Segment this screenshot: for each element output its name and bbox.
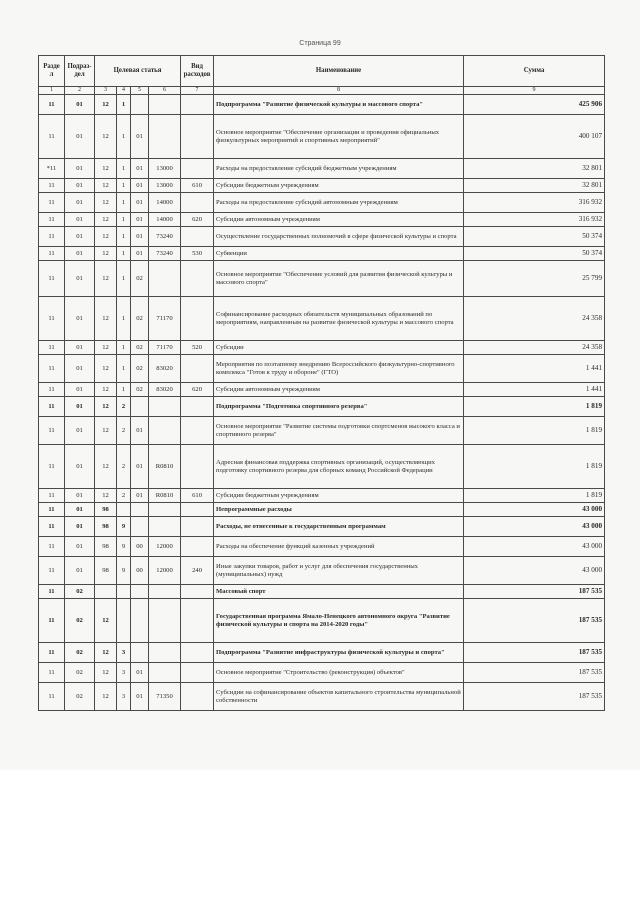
podrazdel-cell: 01 bbox=[65, 397, 95, 417]
subprogram-cell: 3 bbox=[117, 643, 131, 663]
sum-cell: 24 358 bbox=[464, 297, 605, 341]
expense-type-cell bbox=[181, 417, 214, 445]
expense-type-cell bbox=[181, 599, 214, 643]
direction-cell: 14000 bbox=[149, 193, 181, 213]
table-row bbox=[39, 247, 605, 261]
col-number: 4 bbox=[117, 87, 131, 95]
podrazdel-cell: 01 bbox=[65, 261, 95, 297]
razdel-cell: 11 bbox=[39, 489, 65, 503]
header-razdel: Разде л bbox=[39, 56, 65, 87]
expense-type-cell bbox=[181, 643, 214, 663]
direction-cell bbox=[149, 95, 181, 115]
program-cell: 12 bbox=[95, 115, 117, 159]
column-number-row bbox=[39, 87, 605, 95]
direction-cell bbox=[149, 599, 181, 643]
table-row bbox=[39, 261, 605, 297]
direction-cell: 13000 bbox=[149, 159, 181, 179]
col-number: 3 bbox=[95, 87, 117, 95]
name-cell: Основное мероприятие "Обеспечение организации и проведения официальных физкультурных мероприятий и спортивных мероприятий" bbox=[214, 115, 464, 159]
expense-type-cell bbox=[181, 193, 214, 213]
subprogram-cell: 9 bbox=[117, 557, 131, 585]
podrazdel-cell: 01 bbox=[65, 193, 95, 213]
col-number: 6 bbox=[149, 87, 181, 95]
podrazdel-cell: 01 bbox=[65, 95, 95, 115]
name-cell: Софинансирование расходных обязательств муниципальных образований по мероприятиям, направленным на развитие физической культуры и массового спорта bbox=[214, 297, 464, 341]
expense-type-cell bbox=[181, 261, 214, 297]
program-cell: 12 bbox=[95, 247, 117, 261]
event-cell: 01 bbox=[131, 247, 149, 261]
sum-cell: 1 819 bbox=[464, 489, 605, 503]
program-cell bbox=[95, 585, 117, 599]
event-cell: 01 bbox=[131, 663, 149, 683]
name-cell: Субсидии бюджетным учреждениям bbox=[214, 489, 464, 503]
expense-type-cell bbox=[181, 95, 214, 115]
header-row bbox=[39, 56, 605, 87]
table-row bbox=[39, 557, 605, 585]
table-row bbox=[39, 227, 605, 247]
razdel-cell: 11 bbox=[39, 355, 65, 383]
program-cell: 12 bbox=[95, 179, 117, 193]
table-row bbox=[39, 445, 605, 489]
direction-cell bbox=[149, 517, 181, 537]
direction-cell: 12000 bbox=[149, 537, 181, 557]
event-cell: 01 bbox=[131, 489, 149, 503]
name-cell: Субвенции bbox=[214, 247, 464, 261]
podrazdel-cell: 01 bbox=[65, 537, 95, 557]
podrazdel-cell: 01 bbox=[65, 179, 95, 193]
podrazdel-cell: 01 bbox=[65, 355, 95, 383]
podrazdel-cell: 01 bbox=[65, 383, 95, 397]
subprogram-cell: 1 bbox=[117, 383, 131, 397]
podrazdel-cell: 01 bbox=[65, 213, 95, 227]
razdel-cell: 11 bbox=[39, 517, 65, 537]
expense-type-cell: 530 bbox=[181, 247, 214, 261]
razdel-cell: 11 bbox=[39, 585, 65, 599]
subprogram-cell bbox=[117, 585, 131, 599]
expense-type-cell bbox=[181, 115, 214, 159]
subprogram-cell: 1 bbox=[117, 247, 131, 261]
direction-cell: 13000 bbox=[149, 179, 181, 193]
podrazdel-cell: 01 bbox=[65, 517, 95, 537]
program-cell: 12 bbox=[95, 397, 117, 417]
expense-type-cell bbox=[181, 159, 214, 179]
program-cell: 12 bbox=[95, 95, 117, 115]
subprogram-cell: 1 bbox=[117, 159, 131, 179]
name-cell: Основное мероприятие "Обеспечение условий для развития физической культуры и массового спорта" bbox=[214, 261, 464, 297]
subprogram-cell: 1 bbox=[117, 179, 131, 193]
table-row bbox=[39, 179, 605, 193]
expense-type-cell bbox=[181, 297, 214, 341]
name-cell: Основное мероприятие "Строительство (реконструкция) объектов" bbox=[214, 663, 464, 683]
razdel-cell: 11 bbox=[39, 599, 65, 643]
header-summa: Сумма bbox=[464, 56, 605, 87]
program-cell: 12 bbox=[95, 355, 117, 383]
table-row bbox=[39, 213, 605, 227]
subprogram-cell bbox=[117, 503, 131, 517]
name-cell: Субсидии bbox=[214, 341, 464, 355]
subprogram-cell: 1 bbox=[117, 227, 131, 247]
expense-type-cell: 520 bbox=[181, 341, 214, 355]
podrazdel-cell: 01 bbox=[65, 417, 95, 445]
razdel-cell: 11 bbox=[39, 115, 65, 159]
direction-cell: 83020 bbox=[149, 355, 181, 383]
program-cell: 98 bbox=[95, 557, 117, 585]
event-cell: 01 bbox=[131, 159, 149, 179]
sum-cell: 187 535 bbox=[464, 683, 605, 711]
program-cell: 98 bbox=[95, 503, 117, 517]
program-cell: 12 bbox=[95, 261, 117, 297]
name-cell: Субсидии автономным учреждениям bbox=[214, 213, 464, 227]
sum-cell: 24 358 bbox=[464, 341, 605, 355]
podrazdel-cell: 01 bbox=[65, 247, 95, 261]
event-cell: 01 bbox=[131, 445, 149, 489]
program-cell: 12 bbox=[95, 297, 117, 341]
col-number: 7 bbox=[181, 87, 214, 95]
col-number: 8 bbox=[214, 87, 464, 95]
event-cell: 00 bbox=[131, 557, 149, 585]
table-row bbox=[39, 585, 605, 599]
event-cell: 00 bbox=[131, 537, 149, 557]
razdel-cell: 11 bbox=[39, 227, 65, 247]
event-cell: 01 bbox=[131, 227, 149, 247]
direction-cell: R0810 bbox=[149, 445, 181, 489]
event-cell bbox=[131, 95, 149, 115]
subprogram-cell: 2 bbox=[117, 417, 131, 445]
expense-type-cell: 610 bbox=[181, 489, 214, 503]
name-cell: Расходы, не отнесенные к государственным программам bbox=[214, 517, 464, 537]
sum-cell: 50 374 bbox=[464, 227, 605, 247]
name-cell: Субсидии автономным учреждениям bbox=[214, 383, 464, 397]
podrazdel-cell: 02 bbox=[65, 585, 95, 599]
program-cell: 98 bbox=[95, 517, 117, 537]
direction-cell bbox=[149, 663, 181, 683]
podrazdel-cell: 02 bbox=[65, 683, 95, 711]
expense-type-cell bbox=[181, 503, 214, 517]
direction-cell: 73240 bbox=[149, 247, 181, 261]
sum-cell: 187 535 bbox=[464, 643, 605, 663]
razdel-cell: 11 bbox=[39, 557, 65, 585]
event-cell bbox=[131, 585, 149, 599]
sum-cell: 43 000 bbox=[464, 517, 605, 537]
podrazdel-cell: 01 bbox=[65, 159, 95, 179]
col-number: 1 bbox=[39, 87, 65, 95]
subprogram-cell bbox=[117, 599, 131, 643]
page-number: Страница 99 bbox=[299, 40, 341, 47]
razdel-cell: *11 bbox=[39, 159, 65, 179]
podrazdel-cell: 02 bbox=[65, 599, 95, 643]
razdel-cell: 11 bbox=[39, 297, 65, 341]
razdel-cell: 11 bbox=[39, 537, 65, 557]
name-cell: Подпрограмма "Подготовка спортивного резерва" bbox=[214, 397, 464, 417]
razdel-cell: 11 bbox=[39, 643, 65, 663]
sum-cell: 316 932 bbox=[464, 193, 605, 213]
podrazdel-cell: 01 bbox=[65, 297, 95, 341]
name-cell: Непрограммные расходы bbox=[214, 503, 464, 517]
razdel-cell: 11 bbox=[39, 683, 65, 711]
name-cell: Мероприятия по поэтапному внедрению Всероссийского физкультурно-спортивного комплекса "Готов к труду и обороне" (ГТО) bbox=[214, 355, 464, 383]
podrazdel-cell: 01 bbox=[65, 557, 95, 585]
header-naimenovanie: Наименование bbox=[214, 56, 464, 87]
sum-cell: 400 107 bbox=[464, 115, 605, 159]
direction-cell bbox=[149, 417, 181, 445]
expense-type-cell bbox=[181, 683, 214, 711]
table-row bbox=[39, 159, 605, 179]
budget-table bbox=[38, 55, 605, 711]
podrazdel-cell: 01 bbox=[65, 503, 95, 517]
direction-cell: 71350 bbox=[149, 683, 181, 711]
direction-cell bbox=[149, 585, 181, 599]
table-row bbox=[39, 297, 605, 341]
name-cell: Расходы на предоставление субсидий автономным учреждениям bbox=[214, 193, 464, 213]
program-cell: 12 bbox=[95, 599, 117, 643]
program-cell: 12 bbox=[95, 227, 117, 247]
razdel-cell: 11 bbox=[39, 193, 65, 213]
razdel-cell: 11 bbox=[39, 663, 65, 683]
table-row bbox=[39, 489, 605, 503]
table-row bbox=[39, 417, 605, 445]
expense-type-cell bbox=[181, 537, 214, 557]
expense-type-cell bbox=[181, 397, 214, 417]
program-cell: 98 bbox=[95, 537, 117, 557]
table-row bbox=[39, 355, 605, 383]
podrazdel-cell: 01 bbox=[65, 445, 95, 489]
sum-cell: 1 441 bbox=[464, 383, 605, 397]
table-row bbox=[39, 341, 605, 355]
subprogram-cell: 1 bbox=[117, 261, 131, 297]
subprogram-cell: 1 bbox=[117, 297, 131, 341]
subprogram-cell: 9 bbox=[117, 537, 131, 557]
header-podrazdel: Подраз-дел bbox=[65, 56, 95, 87]
program-cell: 12 bbox=[95, 341, 117, 355]
direction-cell: 71170 bbox=[149, 341, 181, 355]
table-row bbox=[39, 663, 605, 683]
expense-type-cell bbox=[181, 517, 214, 537]
event-cell bbox=[131, 517, 149, 537]
sum-cell: 1 819 bbox=[464, 397, 605, 417]
event-cell bbox=[131, 599, 149, 643]
sum-cell: 1 441 bbox=[464, 355, 605, 383]
direction-cell: 83020 bbox=[149, 383, 181, 397]
header-vid-raskhodov: Вид расходов bbox=[181, 56, 214, 87]
table-row bbox=[39, 193, 605, 213]
razdel-cell: 11 bbox=[39, 261, 65, 297]
event-cell: 02 bbox=[131, 383, 149, 397]
sum-cell: 187 535 bbox=[464, 599, 605, 643]
razdel-cell: 11 bbox=[39, 213, 65, 227]
sum-cell: 187 535 bbox=[464, 585, 605, 599]
razdel-cell: 11 bbox=[39, 341, 65, 355]
expense-type-cell bbox=[181, 227, 214, 247]
podrazdel-cell: 02 bbox=[65, 643, 95, 663]
col-number: 2 bbox=[65, 87, 95, 95]
podrazdel-cell: 01 bbox=[65, 227, 95, 247]
event-cell: 02 bbox=[131, 261, 149, 297]
direction-cell: 12000 bbox=[149, 557, 181, 585]
table-row bbox=[39, 517, 605, 537]
direction-cell bbox=[149, 261, 181, 297]
subprogram-cell: 3 bbox=[117, 663, 131, 683]
sum-cell: 43 000 bbox=[464, 537, 605, 557]
col-number: 5 bbox=[131, 87, 149, 95]
sum-cell: 187 535 bbox=[464, 663, 605, 683]
subprogram-cell: 9 bbox=[117, 517, 131, 537]
direction-cell: 73240 bbox=[149, 227, 181, 247]
table-row bbox=[39, 383, 605, 397]
event-cell: 01 bbox=[131, 683, 149, 711]
razdel-cell: 11 bbox=[39, 397, 65, 417]
subprogram-cell: 1 bbox=[117, 341, 131, 355]
subprogram-cell: 2 bbox=[117, 445, 131, 489]
program-cell: 12 bbox=[95, 383, 117, 397]
direction-cell bbox=[149, 115, 181, 159]
event-cell bbox=[131, 643, 149, 663]
podrazdel-cell: 01 bbox=[65, 115, 95, 159]
table-row bbox=[39, 115, 605, 159]
direction-cell bbox=[149, 503, 181, 517]
razdel-cell: 11 bbox=[39, 445, 65, 489]
razdel-cell: 11 bbox=[39, 95, 65, 115]
event-cell: 02 bbox=[131, 355, 149, 383]
event-cell: 01 bbox=[131, 417, 149, 445]
sum-cell: 316 932 bbox=[464, 213, 605, 227]
name-cell: Основное мероприятие "Развитие системы подготовки спортсменов высокого класса и спортивного резерва" bbox=[214, 417, 464, 445]
name-cell: Расходы на предоставление субсидий бюджетным учреждениям bbox=[214, 159, 464, 179]
name-cell: Иные закупки товаров, работ и услуг для обеспечения государственных (муниципальных) нужд bbox=[214, 557, 464, 585]
expense-type-cell: 620 bbox=[181, 383, 214, 397]
name-cell: Адресная финансовая поддержка спортивных организаций, осуществляющих подготовку спортивного резерва для сборных команд Российской Федерации bbox=[214, 445, 464, 489]
razdel-cell: 11 bbox=[39, 383, 65, 397]
program-cell: 12 bbox=[95, 213, 117, 227]
event-cell bbox=[131, 503, 149, 517]
name-cell: Осуществление государственных полномочий в сфере физической культуры и спорта bbox=[214, 227, 464, 247]
table-row bbox=[39, 397, 605, 417]
razdel-cell: 11 bbox=[39, 179, 65, 193]
direction-cell: 14000 bbox=[149, 213, 181, 227]
event-cell: 01 bbox=[131, 115, 149, 159]
program-cell: 12 bbox=[95, 159, 117, 179]
name-cell: Массовый спорт bbox=[214, 585, 464, 599]
expense-type-cell bbox=[181, 663, 214, 683]
col-number: 9 bbox=[464, 87, 605, 95]
name-cell: Субсидии на софинансирование объектов капитального строительства муниципальной собственности bbox=[214, 683, 464, 711]
event-cell: 01 bbox=[131, 179, 149, 193]
razdel-cell: 11 bbox=[39, 417, 65, 445]
subprogram-cell: 1 bbox=[117, 193, 131, 213]
table-row bbox=[39, 683, 605, 711]
program-cell: 12 bbox=[95, 663, 117, 683]
event-cell: 01 bbox=[131, 213, 149, 227]
subprogram-cell: 1 bbox=[117, 355, 131, 383]
direction-cell bbox=[149, 643, 181, 663]
expense-type-cell: 240 bbox=[181, 557, 214, 585]
subprogram-cell: 1 bbox=[117, 115, 131, 159]
subprogram-cell: 2 bbox=[117, 397, 131, 417]
sum-cell: 32 801 bbox=[464, 179, 605, 193]
program-cell: 12 bbox=[95, 489, 117, 503]
expense-type-cell bbox=[181, 355, 214, 383]
subprogram-cell: 1 bbox=[117, 95, 131, 115]
table-body bbox=[39, 95, 605, 711]
table-row bbox=[39, 599, 605, 643]
name-cell: Подпрограмма "Развитие инфраструктуры физической культуры и спорта" bbox=[214, 643, 464, 663]
name-cell: Государственная программа Ямало-Ненецкого автономного округа "Развитие физической культуры и спорта на 2014-2020 годы" bbox=[214, 599, 464, 643]
program-cell: 12 bbox=[95, 417, 117, 445]
subprogram-cell: 3 bbox=[117, 683, 131, 711]
table-row bbox=[39, 95, 605, 115]
direction-cell bbox=[149, 397, 181, 417]
event-cell bbox=[131, 397, 149, 417]
direction-cell: 71170 bbox=[149, 297, 181, 341]
sum-cell: 1 819 bbox=[464, 417, 605, 445]
event-cell: 01 bbox=[131, 193, 149, 213]
table-row bbox=[39, 537, 605, 557]
sum-cell: 425 906 bbox=[464, 95, 605, 115]
subprogram-cell: 2 bbox=[117, 489, 131, 503]
sum-cell: 25 799 bbox=[464, 261, 605, 297]
podrazdel-cell: 01 bbox=[65, 341, 95, 355]
sum-cell: 43 000 bbox=[464, 503, 605, 517]
program-cell: 12 bbox=[95, 643, 117, 663]
program-cell: 12 bbox=[95, 683, 117, 711]
table-row bbox=[39, 643, 605, 663]
program-cell: 12 bbox=[95, 445, 117, 489]
name-cell: Расходы на обеспечение функций казенных учреждений bbox=[214, 537, 464, 557]
expense-type-cell bbox=[181, 445, 214, 489]
podrazdel-cell: 02 bbox=[65, 663, 95, 683]
expense-type-cell: 610 bbox=[181, 179, 214, 193]
sum-cell: 50 374 bbox=[464, 247, 605, 261]
sum-cell: 43 000 bbox=[464, 557, 605, 585]
direction-cell: R0810 bbox=[149, 489, 181, 503]
name-cell: Подпрограмма "Развитие физической культуры и массового спорта" bbox=[214, 95, 464, 115]
sum-cell: 1 819 bbox=[464, 445, 605, 489]
event-cell: 02 bbox=[131, 297, 149, 341]
sum-cell: 32 801 bbox=[464, 159, 605, 179]
razdel-cell: 11 bbox=[39, 503, 65, 517]
subprogram-cell: 1 bbox=[117, 213, 131, 227]
podrazdel-cell: 01 bbox=[65, 489, 95, 503]
event-cell: 02 bbox=[131, 341, 149, 355]
expense-type-cell bbox=[181, 585, 214, 599]
table-row bbox=[39, 503, 605, 517]
program-cell: 12 bbox=[95, 193, 117, 213]
razdel-cell: 11 bbox=[39, 247, 65, 261]
expense-type-cell: 620 bbox=[181, 213, 214, 227]
header-celevaya-statya: Целевая статья bbox=[95, 56, 181, 87]
name-cell: Субсидии бюджетным учреждениям bbox=[214, 179, 464, 193]
